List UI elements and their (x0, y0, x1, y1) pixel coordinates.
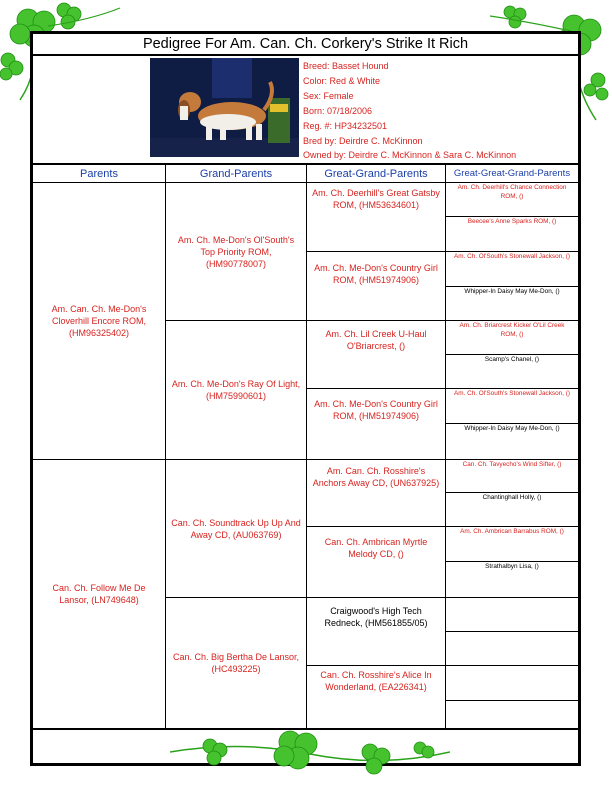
great-grandparent-2: Am. Ch. Me-Don's Country Girl ROM, (HM51974906) (314, 263, 438, 285)
info-breeder: Bred by: Deirdre C. McKinnon (303, 135, 423, 146)
dog-photo (150, 58, 299, 157)
great-great-grandparent-13 (446, 598, 578, 631)
great-great-grandparent-3: Am. Ch. Ol'South's Stonewall Jackson, () (453, 253, 571, 260)
great-great-grandparent-7: Am. Ch. Ol'South's Stonewall Jackson, () (453, 390, 571, 397)
great-great-grandparent-5: Am. Ch. Briarcrest Kicker O'Lil Creek ROM, () (459, 322, 565, 338)
great-grandparent-5: Am. Can. Ch. Rosshire's Anchors Away CD, (UN637925) (312, 466, 440, 488)
parent-sire: Am. Can. Ch. Me-Don's Cloverhill Encore ROM, (HM96325402) (51, 304, 147, 338)
grandparent-4: Can. Ch. Big Bertha De Lansor, (HC493225) (172, 652, 300, 674)
great-grandparent-3: Am. Ch. Lil Creek U-Haul O'Briarcrest, () (325, 329, 427, 351)
great-great-grandparent-12: Strathalbyn Lisa, () (485, 563, 539, 571)
info-breed: Breed: Basset Hound (303, 61, 389, 71)
great-great-grandparent-16 (446, 701, 578, 728)
great-great-grandparent-11: Am. Ch. Ambrican Barrabus ROM, () (460, 528, 564, 535)
great-grandparent-7: Craigwood's High Tech Redneck, (HM561855/05) (324, 606, 428, 628)
grandparent-2: Am. Ch. Me-Don's Ray Of Light, (HM75990601) (171, 379, 301, 401)
info-owner: Owned by: Deirdre C. McKinnon & Sara C. McKinnon (303, 150, 517, 161)
great-great-grandparent-9: Can. Ch. Tavyecho's Wind Sifter, () (462, 461, 562, 468)
great-great-grandparent-10: Chantinghall Holly, () (482, 494, 542, 502)
header-grandparents: Grand-Parents (199, 167, 273, 180)
great-great-grandparent-14 (446, 632, 578, 665)
great-grandparent-8: Can. Ch. Rosshire's Alice In Wonderland, (EA226341) (320, 670, 432, 692)
parent-dam: Can. Ch. Follow Me De Lansor, (LN749648) (52, 583, 146, 605)
clover-decoration-bottom (170, 722, 450, 782)
great-great-grandparent-15 (446, 666, 578, 700)
info-sex: Sex: Female (303, 90, 354, 101)
info-color: Color: Red & White (303, 75, 381, 86)
great-great-grandparent-2: Beecee's Anne Sparks ROM, () (467, 218, 557, 225)
info-born: Born: 07/18/2006 (303, 105, 373, 116)
page-title: Pedigree For Am. Can. Ch. Corkery's Strike It Rich (33, 34, 578, 56)
great-great-grandparent-6: Scamp's Chanel, () (484, 356, 540, 364)
header-great-grandparents: Great-Grand-Parents (324, 167, 428, 180)
great-grandparent-4: Am. Ch. Me-Don's Country Girl ROM, (HM51974906) (314, 399, 438, 421)
header-parents: Parents (80, 167, 118, 180)
great-great-grandparent-8: Whipper-In Daisy May Me-Don, () (464, 425, 560, 433)
info-registration: Reg. #: HP34232501 (303, 120, 388, 131)
grandparent-3: Can. Ch. Soundtrack Up Up And Away CD, (AU063769) (171, 517, 301, 540)
header-great-great-grandparents: Great-Great-Grand-Parents (453, 168, 571, 179)
great-grandparent-1: Am. Ch. Deerhill's Great Gatsby ROM, (HM53634601) (312, 188, 440, 210)
great-grandparent-6: Can. Ch. Ambrican Myrtle Melody CD, () (324, 537, 428, 559)
grandparent-1: Am. Ch. Me-Don's Ol'South's Top Priority ROM, (HM90778007) (177, 234, 295, 269)
dog-info (303, 59, 573, 163)
great-great-grandparent-1: Am. Ch. Deerhill's Chance Connection ROM, () (457, 184, 567, 200)
pedigree-frame (30, 31, 581, 766)
great-great-grandparent-4: Whipper-In Daisy May Me-Don, () (464, 287, 560, 295)
